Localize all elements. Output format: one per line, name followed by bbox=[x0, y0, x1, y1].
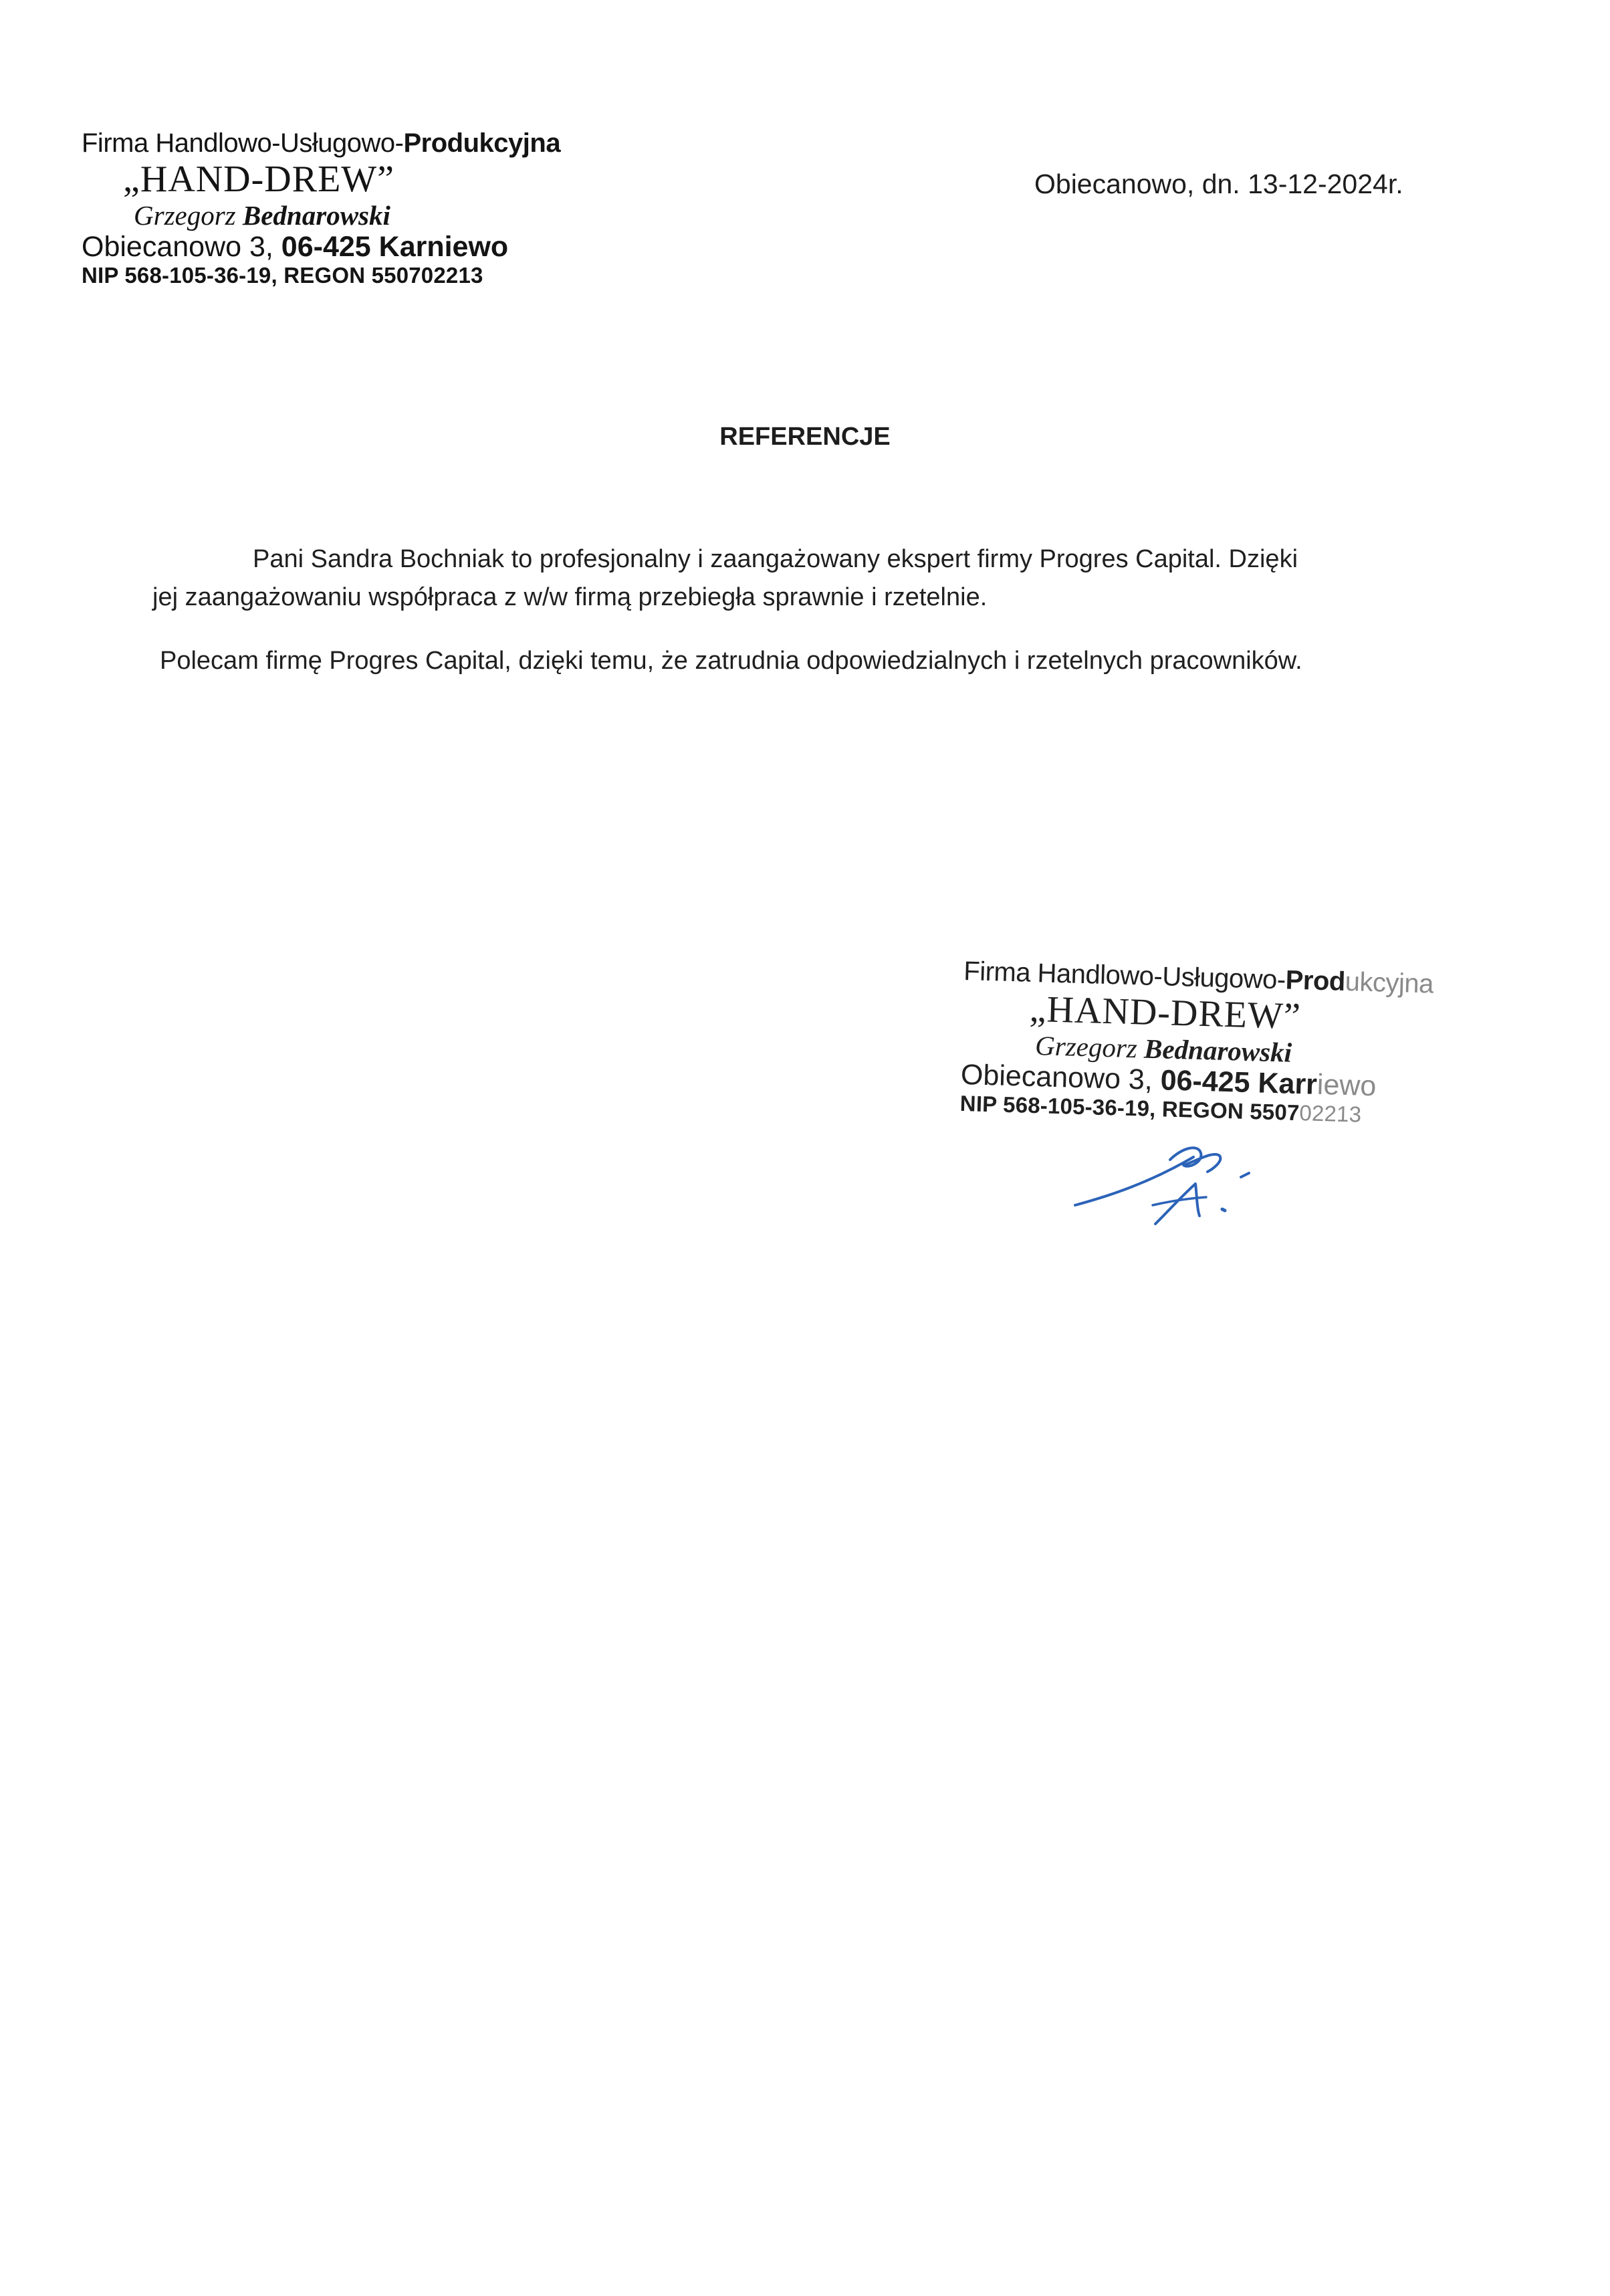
stamp-owner-name: Grzegorz Bednarowski bbox=[134, 199, 390, 231]
stamp-tax-ids: NIP 568-105-36-19, REGON 550702213 bbox=[82, 262, 483, 288]
body-paragraph-2: Polecam firmę Progres Capital, dzięki temu, że zatrudnia odpowiedzialnych i rzetelnych pracowników. bbox=[160, 647, 1302, 675]
signature-stroke bbox=[1222, 1209, 1225, 1211]
stamp-owner-name: Grzegorz Bednarowski bbox=[1034, 1029, 1292, 1068]
body-paragraph-1 bbox=[152, 540, 1409, 617]
signature-stroke bbox=[1075, 1157, 1193, 1205]
place-and-date: Obiecanowo, dn. 13-12-2024r. bbox=[1034, 169, 1403, 199]
signature-stroke bbox=[1241, 1173, 1249, 1177]
paragraph-line: Pani Sandra Bochniak to profesjonalny i zaangażowany ekspert firmy Progres Capital. Dzięki bbox=[253, 545, 1298, 573]
handwritten-signature bbox=[1070, 1130, 1290, 1237]
stamp-company-name: „HAND-DREW” bbox=[123, 158, 394, 200]
paragraph-line: jej zaangażowaniu współpraca z w/w firmą przebiegła sprawnie i rzetelnie. bbox=[152, 583, 988, 611]
stamp-address: Obiecanowo 3, 06-425 Karniewo bbox=[82, 231, 509, 264]
stamp-company-type: Firma Handlowo-Usługowo-Produkcyjna bbox=[963, 956, 1434, 999]
footer-company-stamp bbox=[959, 956, 1433, 1129]
header-company-stamp bbox=[82, 128, 560, 288]
stamp-tax-ids: NIP 568-105-36-19, REGON 550702213 bbox=[959, 1090, 1362, 1127]
document-title: REFERENCJE bbox=[719, 423, 891, 451]
stamp-company-type: Firma Handlowo-Usługowo-Produkcyjna bbox=[82, 128, 561, 158]
signature-stroke bbox=[1170, 1148, 1220, 1172]
stamp-address: Obiecanowo 3, 06-425 Karriewo bbox=[960, 1059, 1377, 1103]
stamp-company-name: „HAND-DREW” bbox=[1028, 988, 1302, 1037]
